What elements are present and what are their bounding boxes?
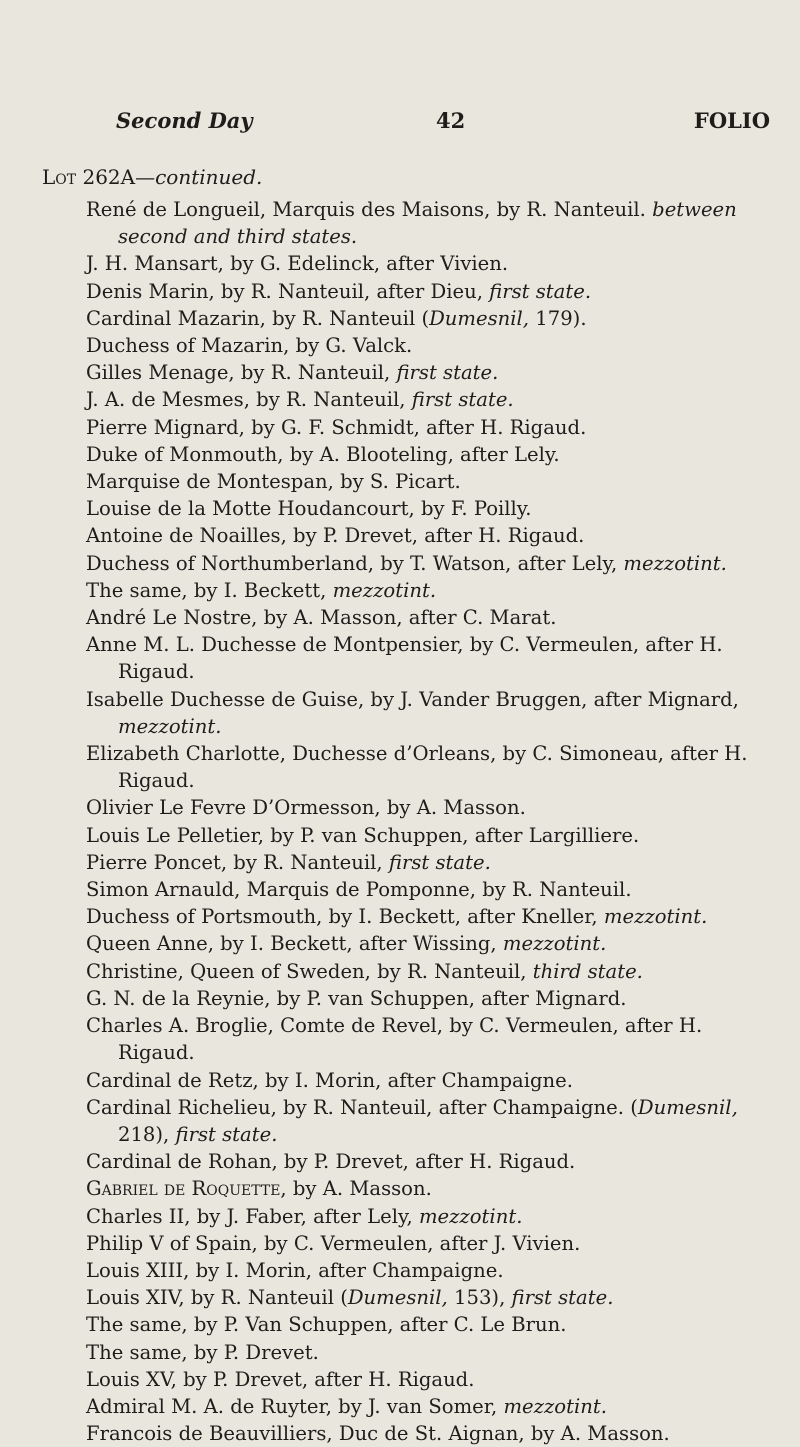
page-number: 42 xyxy=(436,108,466,133)
entry: The same, by I. Beckett, mezzotint. xyxy=(86,578,437,602)
entry: Duchess of Northumberland, by T. Watson, after Lely, mezzotint. xyxy=(86,551,727,575)
entry: Philip V of Spain, by C. Vermeulen, after J. Vivien. xyxy=(86,1231,581,1255)
entry: Charles A. Broglie, Comte de Revel, by C. Vermeulen, after H. Rigaud. xyxy=(86,1014,703,1065)
lot-entries xyxy=(86,196,776,1447)
page-header xyxy=(116,108,770,140)
entry: Duke of Monmouth, by A. Blooteling, after Lely. xyxy=(86,442,560,466)
entry: Christine, Queen of Sweden, by R. Nanteuil, third state. xyxy=(86,959,643,983)
entry: Pierre Mignard, by G. F. Schmidt, after H. Rigaud. xyxy=(86,415,587,439)
lot-heading xyxy=(42,165,262,189)
entry: Louise de la Motte Houdancourt, by F. Poilly. xyxy=(86,497,532,521)
entry: Louis XV, by P. Drevet, after H. Rigaud. xyxy=(86,1367,475,1391)
entry: Elizabeth Charlotte, Duchesse d’Orleans, by C. Simoneau, after H. Rigaud. xyxy=(86,742,748,793)
entry: Anne M. L. Duchesse de Montpensier, by C. Vermeulen, after H. Rigaud. xyxy=(86,633,723,684)
entry: Cardinal de Retz, by I. Morin, after Champaigne. xyxy=(86,1068,573,1092)
entry: Isabelle Duchesse de Guise, by J. Vander Bruggen, after Mignard, mezzotint. xyxy=(86,687,739,738)
lot-continued: —continued. xyxy=(135,165,263,189)
entry: Gabriel de Roquette, by A. Masson. xyxy=(86,1177,432,1201)
entry: The same, by P. Drevet. xyxy=(86,1340,319,1364)
entry: Antoine de Noailles, by P. Drevet, after H. Rigaud. xyxy=(86,524,585,548)
entry: Denis Marin, by R. Nanteuil, after Dieu, first state. xyxy=(86,279,592,303)
lot-number: 262A xyxy=(82,165,136,189)
entry: André Le Nostre, by A. Masson, after C. Marat. xyxy=(86,606,557,630)
entry: Gilles Menage, by R. Nanteuil, first state. xyxy=(86,361,499,385)
entry: Duchess of Mazarin, by G. Valck. xyxy=(86,334,413,358)
entry: Pierre Poncet, by R. Nanteuil, first state. xyxy=(86,850,491,874)
entry: René de Longueil, Marquis des Maisons, by R. Nanteuil. between second and third states. xyxy=(86,198,737,249)
entry: Cardinal Richelieu, by R. Nanteuil, after Champaigne. (Dumesnil, 218), first state. xyxy=(86,1095,738,1146)
entry: Charles II, by J. Faber, after Lely, mezzotint. xyxy=(86,1204,523,1228)
entry: Marquise de Montespan, by S. Picart. xyxy=(86,470,461,494)
running-title: Second Day xyxy=(116,108,253,133)
entry: The same, by P. Van Schuppen, after C. Le Brun. xyxy=(86,1313,567,1337)
entry: Duchess of Portsmouth, by I. Beckett, after Kneller, mezzotint. xyxy=(86,905,708,929)
lot-label: Lot xyxy=(42,165,77,189)
entry: J. H. Mansart, by G. Edelinck, after Vivien. xyxy=(86,252,509,276)
entry: J. A. de Mesmes, by R. Nanteuil, first state. xyxy=(86,388,514,412)
entry: Olivier Le Fevre D’Ormesson, by A. Masson. xyxy=(86,796,526,820)
entry: Admiral M. A. de Ruyter, by J. van Somer, mezzotint. xyxy=(86,1394,607,1418)
entry: Cardinal de Rohan, by P. Drevet, after H. Rigaud. xyxy=(86,1150,576,1174)
entry: Cardinal Mazarin, by R. Nanteuil (Dumesnil, 179). xyxy=(86,306,587,330)
entry: G. N. de la Reynie, by P. van Schuppen, after Mignard. xyxy=(86,986,627,1010)
entry: Louis XIV, by R. Nanteuil (Dumesnil, 153), first state. xyxy=(86,1286,614,1310)
entry: Louis XIII, by I. Morin, after Champaigne. xyxy=(86,1258,504,1282)
entry: Francois de Beauvilliers, Duc de St. Aignan, by A. Masson. xyxy=(86,1422,670,1446)
entry: Queen Anne, by I. Beckett, after Wissing, mezzotint. xyxy=(86,932,607,956)
format-label: FOLIO xyxy=(693,108,770,133)
entry: Simon Arnauld, Marquis de Pomponne, by R. Nanteuil. xyxy=(86,878,632,902)
entry: Louis Le Pelletier, by P. van Schuppen, after Largilliere. xyxy=(86,823,640,847)
